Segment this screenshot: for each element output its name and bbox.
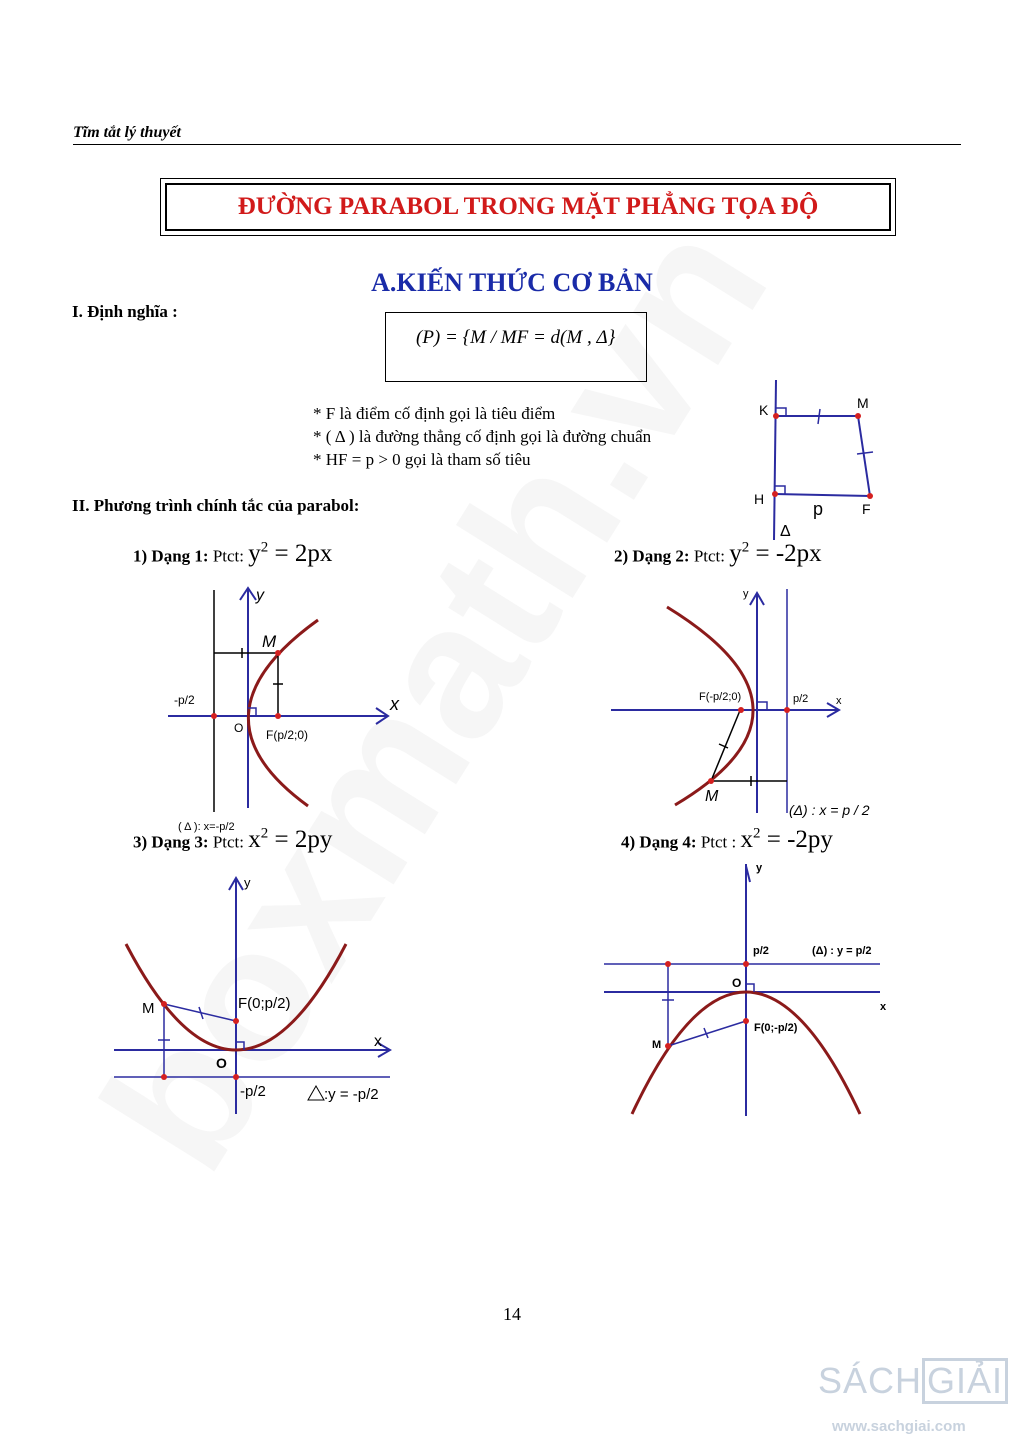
label-x: x xyxy=(390,694,399,714)
label-focus: F(0;-p/2) xyxy=(754,1022,798,1034)
point-focus xyxy=(738,707,744,713)
page-title: ĐƯỜNG PARABOL TRONG MẶT PHẲNG TỌA ĐỘ xyxy=(237,193,819,220)
form-3-equation: $x^2 = 2py$ xyxy=(248,826,333,854)
sachgiai-logo xyxy=(818,1358,1008,1404)
point-h xyxy=(772,491,778,497)
label-origin: O xyxy=(216,1055,227,1071)
label-m: M xyxy=(652,1039,662,1051)
label-f: F xyxy=(862,501,871,517)
logo-url: www.sachgiai.com xyxy=(832,1418,966,1435)
section-heading-a: A.KIẾN THỨC CƠ BẢN xyxy=(371,268,653,297)
segment-mf xyxy=(858,416,870,496)
form-1-equation: $y^2 = 2px$ xyxy=(248,540,333,568)
label-m: M xyxy=(857,395,869,411)
triangle-icon xyxy=(308,1086,324,1100)
label-x: x xyxy=(880,1001,887,1013)
form-3-title: 3) Dạng 3: xyxy=(133,832,209,852)
point-focus xyxy=(743,1018,749,1024)
header-rule xyxy=(73,144,961,145)
tick-mf xyxy=(857,452,873,454)
form-2-ptct: Ptct: xyxy=(693,546,725,566)
label-focus: F(p/2;0) xyxy=(266,728,309,742)
label-neg-p2: -p/2 xyxy=(240,1083,266,1100)
point-neg-p2 xyxy=(211,713,217,719)
definition-heading: I. Định nghĩa : xyxy=(72,302,178,321)
label-directrix: :y = -p/2 xyxy=(324,1086,379,1103)
point-m xyxy=(855,413,861,419)
parabola-curve xyxy=(667,607,753,805)
canonical-heading: II. Phương trình chính tắc của parabol: xyxy=(72,496,360,515)
right-angle xyxy=(757,702,767,710)
label-neg-p2: -p/2 xyxy=(174,693,195,707)
form-4-equation: $x^2 = -2py$ xyxy=(740,826,833,854)
title-box xyxy=(160,178,896,236)
point-m xyxy=(665,1043,671,1049)
logo-part-1: SÁCH xyxy=(818,1360,923,1401)
page-number: 14 xyxy=(503,1304,521,1324)
bullet-parameter: * HF = p > 0 gọi là tham số tiêu xyxy=(313,450,531,469)
label-x: x xyxy=(374,1033,382,1050)
point-f xyxy=(867,493,873,499)
point-directrix xyxy=(665,961,671,967)
label-k: K xyxy=(759,402,769,418)
point-p2 xyxy=(784,707,790,713)
form-2-equation: $y^2 = -2px$ xyxy=(729,540,822,568)
label-origin: O xyxy=(234,721,244,735)
segment-hf xyxy=(775,494,870,496)
label-p: p xyxy=(813,499,824,519)
point-k xyxy=(773,413,779,419)
directrix-line xyxy=(774,380,776,540)
label-m: M xyxy=(705,788,719,805)
label-y: y xyxy=(756,862,763,874)
label-directrix: (Δ) : y = p/2 xyxy=(812,945,872,957)
figure-form-3 xyxy=(110,870,400,1120)
label-directrix: (Δ) : x = p / 2 xyxy=(789,802,870,818)
form-3-ptct: Ptct: xyxy=(212,832,244,852)
form-1-ptct: Ptct: xyxy=(212,546,244,566)
definition-formula: (P) = {M / MF = d(M , Δ} xyxy=(416,327,616,348)
point-p2 xyxy=(743,961,749,967)
tick-km xyxy=(818,409,820,424)
point-directrix xyxy=(161,1074,167,1080)
form-1-label xyxy=(133,540,332,568)
definition-figure xyxy=(740,380,900,540)
form-4-label xyxy=(621,826,833,854)
label-m: M xyxy=(262,632,277,651)
form-4-title: 4) Dạng 4: xyxy=(621,832,697,852)
definition-formula-box xyxy=(385,312,647,382)
parabola-curve xyxy=(248,620,318,806)
label-focus: F(-p/2;0) xyxy=(699,691,742,703)
form-1-title: 1) Dạng 1: xyxy=(133,546,209,566)
label-y: y xyxy=(244,875,251,890)
label-origin: O xyxy=(732,976,742,990)
form-2-title: 2) Dạng 2: xyxy=(614,546,690,566)
point-m xyxy=(708,778,714,784)
figure-form-2 xyxy=(605,585,905,825)
bullet-directrix: * ( Δ ) là đường thẳng cố định gọi là đường chuẩn xyxy=(313,427,652,446)
logo-part-2: GIẢI xyxy=(922,1358,1008,1404)
bullet-focus: * F là điểm cố định gọi là tiêu điểm xyxy=(313,404,556,423)
label-directrix: ( Δ ): x=-p/2 xyxy=(178,821,235,833)
label-focus: F(0;p/2) xyxy=(238,995,291,1012)
label-y: y xyxy=(743,588,749,600)
label-m: M xyxy=(142,1000,155,1017)
point-m xyxy=(161,1001,167,1007)
title-inner-frame xyxy=(165,183,891,231)
form-4-ptct: Ptct : xyxy=(700,832,737,852)
figure-form-4 xyxy=(598,858,898,1120)
label-x: x xyxy=(836,695,842,707)
segment-m-focus xyxy=(711,708,741,781)
figure-form-1 xyxy=(150,580,410,835)
label-delta: Δ xyxy=(780,523,791,540)
label-h: H xyxy=(754,491,765,507)
point-focus xyxy=(233,1018,239,1024)
form-2-label xyxy=(614,540,822,568)
definition-bullets xyxy=(313,402,651,471)
label-p2: p/2 xyxy=(753,945,769,957)
point-neg-p2 xyxy=(233,1074,239,1080)
label-p2: p/2 xyxy=(793,693,809,705)
label-y: y xyxy=(256,587,264,604)
point-focus xyxy=(275,713,281,719)
running-header: Tĩm tắt lý thuyết xyxy=(73,124,181,141)
